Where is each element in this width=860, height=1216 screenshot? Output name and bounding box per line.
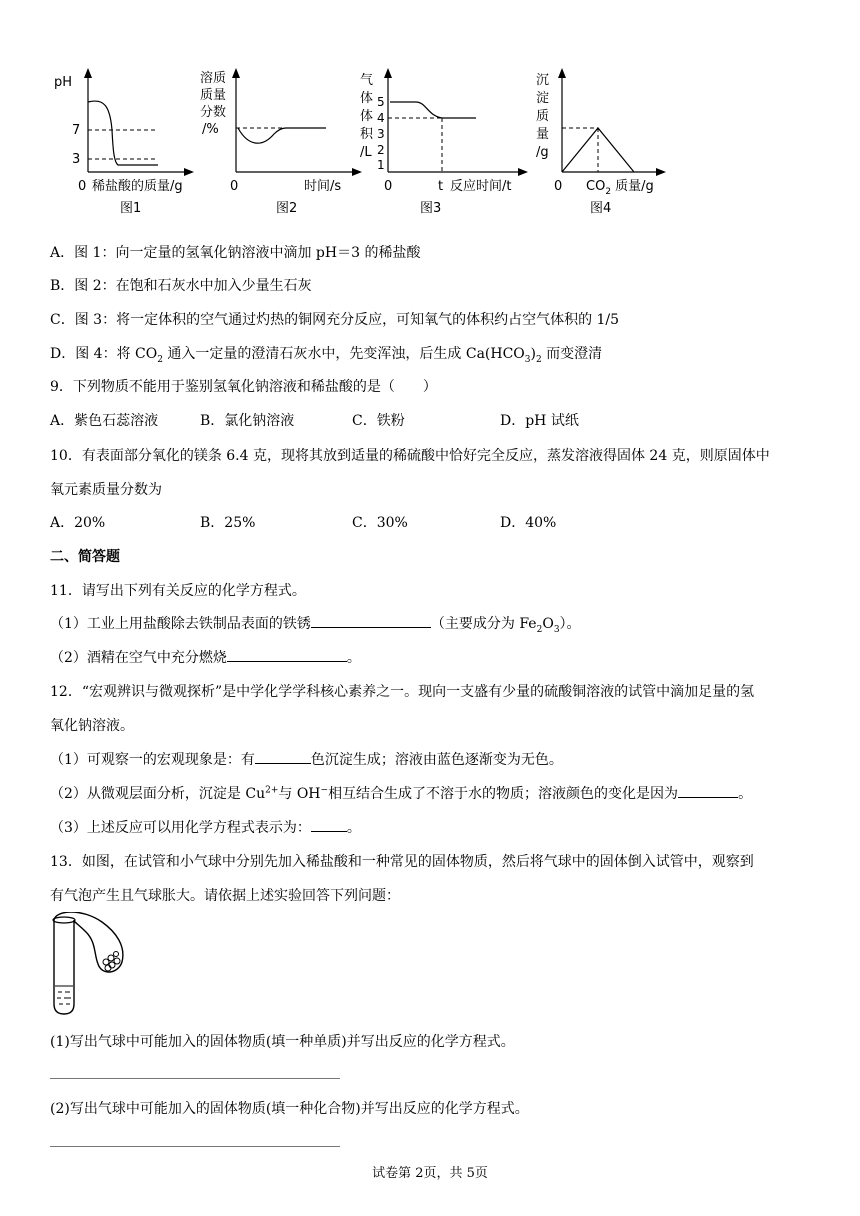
fig4-y-label-3: 质: [536, 109, 550, 124]
fig2-y-label-1: 溶质: [200, 71, 227, 86]
q13-stem-line2: 有气泡产生且气球胀大。请依据上述实验回答下列问题：: [50, 888, 400, 904]
fig1-curve: [88, 101, 158, 165]
fig3-curve: [390, 102, 476, 118]
fig3-caption: 图3: [420, 201, 442, 216]
answer-blank[interactable]: [311, 830, 347, 832]
q10-stem-line1: 10．有表面部分氧化的镁条 6.4 克，现将其放到适量的稀硫酸中恰好完全反应，蒸发溶液得固体 24 克，则原固体中: [50, 448, 770, 464]
fig3-origin: 0: [384, 179, 393, 194]
q12-stem-line2: 氧化钠溶液。: [50, 718, 134, 734]
answer-line[interactable]: [50, 1078, 340, 1079]
fig3-tick-1: 1: [377, 158, 385, 172]
test-tube-balloon-diagram: [46, 912, 136, 1018]
q13-part2: (2)写出气球中可能加入的固体物质(填一种化合物)并写出反应的化学方程式。: [50, 1101, 529, 1117]
fig1-x-label: 稀盐酸的质量/g: [92, 179, 183, 194]
q9-option-a: A．紫色石蕊溶液: [50, 413, 159, 429]
q8-option-a: A．图 1：向一定量的氢氧化钠溶液中滴加 pH＝3 的稀盐酸: [50, 245, 421, 261]
q12-part1: （1）可观察一的宏观现象是：有 色沉淀生成；溶液由蓝色逐渐变为无色。: [50, 752, 563, 768]
q8-option-d: D．图 4：将 $CO_2$ 通入一定量的澄清石灰水中，先变浑浊，后生成 $Ca(HCO_3)_2$ 而变澄清: [50, 346, 603, 365]
fig3-tick-2: 2: [377, 143, 385, 157]
answer-blank[interactable]: [311, 626, 431, 628]
fig3-x-label: 反应时间/t: [450, 179, 512, 194]
q10-option-c: C．30%: [352, 515, 408, 531]
figure-4-precipitate-graph: [532, 66, 672, 226]
q12-stem-line1: 12．“宏观辨识与微观探析”是中学化学学科核心素养之一。现向一支盛有少量的硫酸铜溶液的试管中滴加足量的氢: [50, 684, 755, 700]
q10-option-d: D．40%: [500, 515, 557, 531]
fig4-y-label-5: /g: [536, 145, 549, 160]
q9-option-b: B．氯化钠溶液: [200, 413, 295, 429]
page-footer: 试卷第 2页，共 5页: [372, 1166, 488, 1181]
figure-1-ph-graph: [48, 66, 198, 226]
q10-option-a: A．20%: [50, 515, 106, 531]
q12-part2: （2）从微观层面分析，沉淀是 $Cu^{2+}$与 OH−相互结合生成了不溶于水的物质；溶液颜色的变化是因为 。: [50, 785, 753, 802]
fig3-tick-3: 3: [377, 127, 385, 141]
answer-blank[interactable]: [227, 660, 347, 662]
fig4-y-label-2: 淀: [536, 91, 550, 106]
fig3-tick-5: 5: [377, 95, 385, 109]
q10-stem-line2: 氧元素质量分数为: [50, 482, 162, 498]
fig3-y-label-2: 体: [360, 91, 374, 106]
fig3-y-label-3: 体: [360, 109, 374, 124]
figure-2-solute-fraction-graph: [196, 66, 366, 226]
fig1-caption: 图1: [120, 201, 142, 216]
q13-part1: (1)写出气球中可能加入的固体物质(填一种单质)并写出反应的化学方程式。: [50, 1034, 515, 1050]
answer-line[interactable]: [50, 1146, 340, 1147]
fig4-y-label-1: 沉: [536, 73, 550, 88]
fig4-origin: 0: [554, 179, 563, 194]
q8-option-c: C．图 3：将一定体积的空气通过灼热的铜网充分反应，可知氧气的体积约占空气体积的 1/5: [50, 312, 620, 328]
q11-stem: 11．请写出下列有关反应的化学方程式。: [50, 583, 306, 599]
fig3-t-mark: t: [438, 179, 444, 194]
fig3-y-label-1: 气: [360, 73, 374, 88]
fig4-y-label-4: 量: [536, 127, 550, 142]
fig2-curve: [238, 128, 326, 143]
q9-option-c: C．铁粉: [352, 413, 405, 429]
q11-part1: （1）工业上用盐酸除去铁制品表面的铁锈 （主要成分为 $Fe_2O_3$）。: [50, 616, 581, 635]
fig1-origin: 0: [78, 179, 87, 194]
fig2-y-label-4: /%: [202, 122, 219, 137]
fig2-x-label: 时间/s: [304, 179, 342, 194]
q9-option-d: D．pH 试纸: [500, 413, 579, 429]
figure-3-gas-volume-graph: [356, 66, 536, 226]
fig3-tick-4: 4: [377, 111, 385, 125]
q11-part2: （2）酒精在空气中充分燃烧 。: [50, 650, 361, 666]
fig4-x-label: $CO_2$ 质量/g: [586, 179, 654, 197]
fig3-y-label-5: /L: [360, 145, 372, 160]
answer-blank[interactable]: [255, 762, 311, 764]
answer-blank[interactable]: [678, 796, 738, 798]
q9-stem: 9．下列物质不能用于鉴别氢氧化钠溶液和稀盐酸的是（ ）: [50, 379, 437, 395]
section-heading: 二、简答题: [50, 549, 120, 565]
fig1-tick-7: 7: [72, 123, 81, 138]
q10-option-b: B．25%: [200, 515, 256, 531]
fig2-y-label-2: 质量: [200, 88, 227, 103]
q8-option-b: B．图 2：在饱和石灰水中加入少量生石灰: [50, 278, 312, 294]
fig4-caption: 图4: [590, 201, 612, 216]
fig2-caption: 图2: [276, 201, 298, 216]
q12-part3: （3）上述反应可以用化学方程式表示为： 。: [50, 820, 361, 836]
fig1-tick-3: 3: [72, 152, 81, 167]
fig1-y-label: pH: [54, 75, 73, 90]
fig2-origin: 0: [230, 179, 239, 194]
fig3-y-label-4: 积: [360, 127, 374, 142]
q13-stem-line1: 13．如图，在试管和小气球中分别先加入稀盐酸和一种常见的固体物质，然后将气球中的固体倒入试管中，观察到: [50, 854, 754, 870]
fig2-y-label-3: 分数: [200, 105, 227, 120]
